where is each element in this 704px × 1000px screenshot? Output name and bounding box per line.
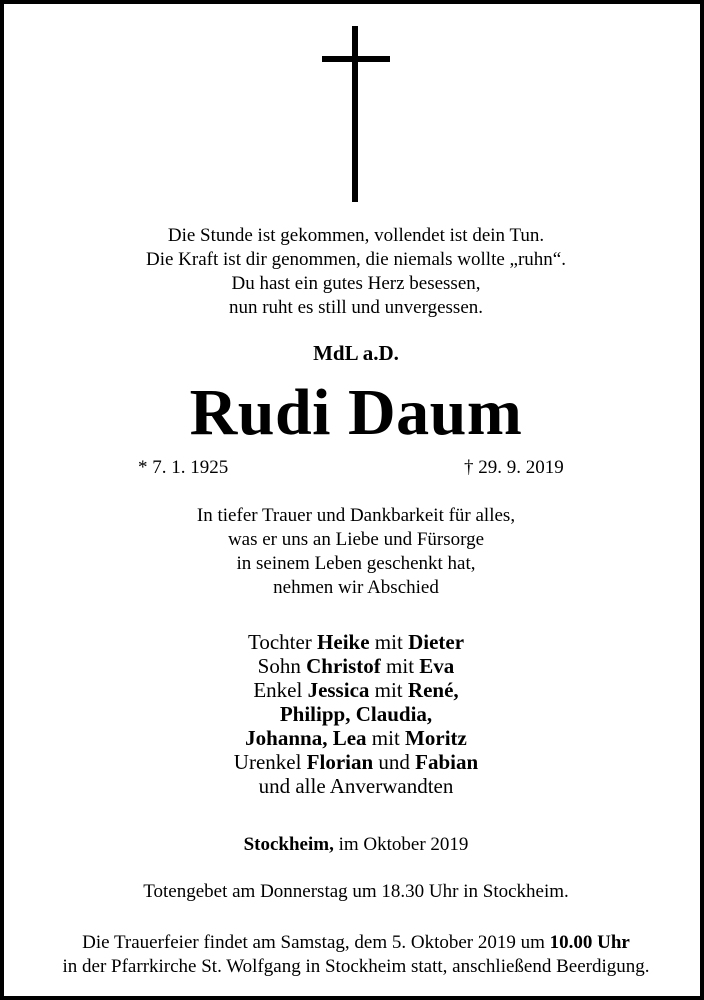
poem-line: Die Kraft ist dir genommen, die niemals wollte „ruhn“. — [146, 249, 566, 270]
poem-line: Die Stunde ist gekommen, vollendet ist dein Tun. — [167, 225, 545, 246]
poem-line: nun ruht es still und unvergessen. — [228, 297, 483, 318]
funeral-time: 10.00 Uhr — [549, 932, 630, 953]
relation-label: Sohn — [257, 654, 301, 678]
date: im Oktober 2019 — [338, 834, 469, 855]
family-name: Dieter — [408, 630, 465, 654]
relation-label: Urenkel — [233, 750, 302, 774]
mourning-line: nehmen wir Abschied — [273, 577, 439, 598]
family-line — [4, 678, 704, 702]
family-line — [4, 654, 704, 678]
birth-date: * 7. 1. 1925 — [138, 457, 229, 478]
honorific-title: MdL a.D. — [313, 341, 399, 365]
family-line: und alle Anverwandten — [258, 774, 454, 798]
family-name: Fabian — [415, 750, 479, 774]
death-date: † 29. 9. 2019 — [464, 457, 564, 478]
connector: mit — [371, 726, 400, 750]
connector: mit — [386, 654, 415, 678]
family-name: Jessica — [307, 678, 370, 702]
family-name: Moritz — [405, 726, 467, 750]
family-name: Christof — [306, 654, 381, 678]
deceased-name: Rudi Daum — [189, 376, 523, 449]
relation-label: Enkel — [253, 678, 303, 702]
town: Stockheim, — [243, 834, 334, 855]
mourning-line: was er uns an Liebe und Fürsorge — [227, 529, 485, 550]
poem — [4, 224, 704, 320]
mourning-line: in seinem Leben geschenkt hat, — [236, 553, 476, 574]
mourning-line: In tiefer Trauer und Dankbarkeit für alles, — [196, 505, 516, 526]
connector: mit — [374, 678, 403, 702]
family-line — [4, 726, 704, 750]
family-name: Heike — [317, 630, 370, 654]
relation-label: Tochter — [247, 630, 312, 654]
family-line — [4, 750, 704, 774]
connector: und — [378, 750, 410, 774]
funeral-text: Die Trauerfeier findet am Samstag, dem 5. Oktober 2019 um — [82, 932, 545, 953]
family-line: Philipp, Claudia, — [279, 702, 433, 726]
mourning-text — [4, 504, 704, 600]
funeral-line — [4, 931, 704, 955]
connector: mit — [374, 630, 403, 654]
place-date — [4, 833, 704, 857]
funeral-line: in der Pfarrkirche St. Wolfgang in Stockheim statt, anschließend Beerdigung. — [62, 956, 650, 977]
family-name: Florian — [306, 750, 374, 774]
funeral-notice — [4, 931, 704, 979]
cross-icon — [322, 26, 390, 202]
family-list — [4, 630, 704, 798]
family-name: Johanna, Lea — [245, 726, 367, 750]
prayer-notice: Totengebet am Donnerstag um 18.30 Uhr in Stockheim. — [143, 881, 569, 902]
family-name: René, — [407, 678, 459, 702]
poem-line: Du hast ein gutes Herz besessen, — [231, 273, 481, 294]
family-line — [4, 630, 704, 654]
family-name: Eva — [419, 654, 455, 678]
